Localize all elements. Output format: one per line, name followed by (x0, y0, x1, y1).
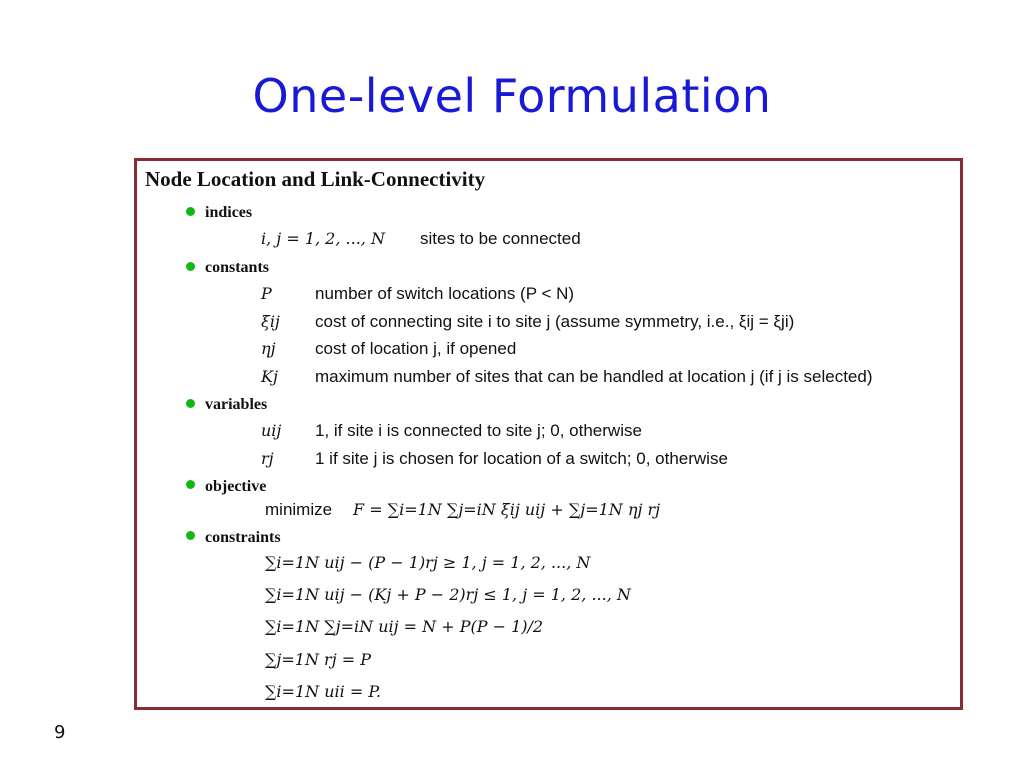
bullet-icon (186, 480, 195, 489)
section-variables-label: variables (205, 396, 268, 413)
constraint-row: ∑j=1N rj = P (265, 650, 372, 669)
constant-desc-xi: cost of connecting site i to site j (assume symmetry, i.e., ξij = ξji) (315, 312, 795, 331)
constant-symbol-eta: ηj (261, 339, 276, 358)
variable-symbol-u: uij (261, 421, 282, 440)
section-constants-label: constants (205, 259, 270, 276)
constraint-row: ∑i=1N uii = P. (265, 682, 381, 701)
objective-prefix: minimize (265, 500, 333, 519)
section-indices-label: indices (205, 204, 253, 221)
constant-symbol-xi: ξij (261, 312, 280, 331)
constant-symbol-K: Kj (261, 367, 278, 386)
constant-desc-eta: cost of location j, if opened (315, 339, 517, 358)
bullet-icon (186, 531, 195, 540)
objective-formula: F = ∑i=1N ∑j=iN ξij uij + ∑j=1N ηj rj (353, 500, 661, 519)
constraint-row: ∑i=1N ∑j=iN uij = N + P(P − 1)/2 (265, 617, 544, 636)
formulation-box (134, 158, 963, 710)
indices-desc: sites to be connected (420, 229, 581, 248)
indices-symbol: i, j = 1, 2, ..., N (261, 229, 385, 248)
constant-desc-K: maximum number of sites that can be handled at location j (if j is selected) (315, 367, 873, 386)
bullet-icon (186, 207, 195, 216)
bullet-icon (186, 262, 195, 271)
box-title: Node Location and Link-Connectivity (145, 167, 486, 191)
slide-title: One-level Formulation (252, 69, 772, 123)
bullet-icon (186, 399, 195, 408)
variable-symbol-r: rj (261, 449, 274, 468)
constant-symbol-P: P (261, 284, 272, 303)
section-constraints-label: constraints (205, 529, 281, 546)
page-number: 9 (54, 722, 66, 743)
constraint-row: ∑i=1N uij − (Kj + P − 2)rj ≤ 1, j = 1, 2, ..., N (265, 585, 631, 604)
variable-desc-u: 1, if site i is connected to site j; 0, otherwise (315, 421, 642, 440)
constant-desc-P: number of switch locations (P < N) (315, 284, 575, 303)
variable-desc-r: 1 if site j is chosen for location of a switch; 0, otherwise (315, 449, 728, 468)
section-objective-label: objective (205, 478, 267, 495)
constraint-row: ∑i=1N uij − (P − 1)rj ≥ 1, j = 1, 2, ..., N (265, 553, 591, 572)
